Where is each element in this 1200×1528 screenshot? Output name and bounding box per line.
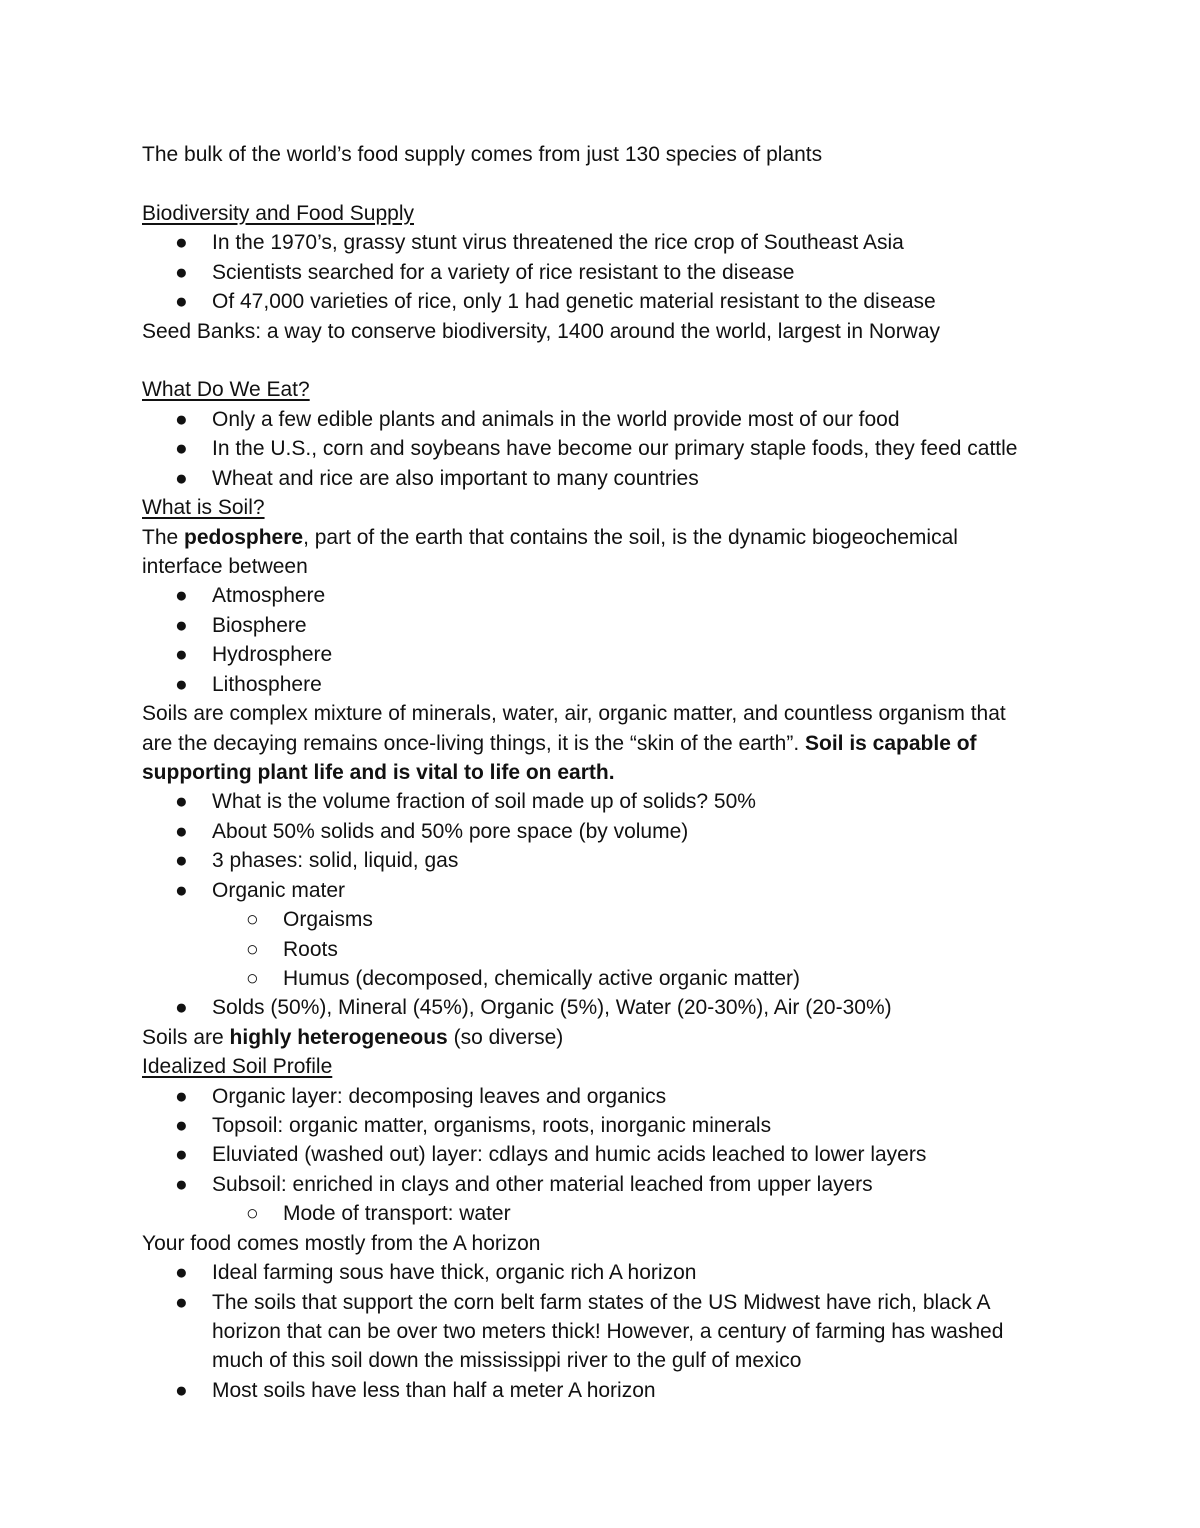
pedosphere-line: The pedosphere, part of the earth that contains the soil, is the dynamic biogeochemical	[142, 526, 958, 549]
food-line: Your food comes mostly from the A horizon	[142, 1232, 541, 1255]
bullet-icon: ●	[175, 261, 188, 284]
bullet-icon: ●	[175, 820, 188, 843]
circle-bullet-icon: ○	[246, 908, 259, 931]
heading-what-do-we-eat: What Do We Eat?	[142, 378, 310, 401]
circle-bullet-icon: ○	[246, 1202, 259, 1225]
bullet-icon: ●	[175, 437, 188, 460]
bullet-icon: ●	[175, 614, 188, 637]
bullet-icon: ●	[175, 408, 188, 431]
seed-banks-line: Seed Banks: a way to conserve biodiversity, 1400 around the world, largest in Norway	[142, 320, 941, 343]
bullet-icon: ●	[175, 584, 188, 607]
list-item-continuation: horizon that can be over two meters thick! However, a century of farming has washed	[212, 1320, 1004, 1343]
bullet-icon: ●	[175, 849, 188, 872]
heading-what-is-soil: What is Soil?	[142, 496, 265, 519]
bullet-icon: ●	[175, 1291, 188, 1314]
bullet-icon: ●	[175, 1114, 188, 1137]
bullet-icon: ●	[175, 1085, 188, 1108]
heterogeneous-line: Soils are highly heterogeneous (so diverse)	[142, 1026, 564, 1049]
soils-paragraph-line-3: supporting plant life and is vital to life on earth.	[142, 761, 615, 784]
circle-bullet-icon: ○	[246, 938, 259, 961]
pedosphere-line-2: interface between	[142, 555, 308, 578]
bullet-icon: ●	[175, 1173, 188, 1196]
bullet-icon: ●	[175, 1379, 188, 1402]
intro-line: The bulk of the world’s food supply comes from just 130 species of plants	[142, 143, 823, 166]
bullet-icon: ●	[175, 1261, 188, 1284]
bullet-icon: ●	[175, 643, 188, 666]
bullet-icon: ●	[175, 1143, 188, 1166]
bullet-icon: ●	[175, 996, 188, 1019]
bullet-icon: ●	[175, 673, 188, 696]
heading-biodiversity: Biodiversity and Food Supply	[142, 202, 414, 225]
soils-paragraph-line-2: are the decaying remains once-living things, it is the “skin of the earth”. Soil is capable of	[142, 732, 977, 755]
circle-bullet-icon: ○	[246, 967, 259, 990]
bullet-icon: ●	[175, 290, 188, 313]
heading-idealized-soil-profile: Idealized Soil Profile	[142, 1055, 333, 1078]
bullet-icon: ●	[175, 231, 188, 254]
bullet-icon: ●	[175, 790, 188, 813]
bullet-icon: ●	[175, 879, 188, 902]
bullet-icon: ●	[175, 467, 188, 490]
list-item-continuation: much of this soil down the mississippi river to the gulf of mexico	[212, 1349, 802, 1372]
soils-paragraph-line-1: Soils are complex mixture of minerals, water, air, organic matter, and countless organism that	[142, 702, 1006, 725]
document-page: The bulk of the world’s food supply comes from just 130 species of plants Biodiversity and Food Supply ● In the 1970’s, grassy stunt virus threatened the rice crop of Southeast Asia ● Scientists searched for a variety of rice resistant to the disease ● Of 47,000 varieties of rice, only 1 had genetic material resistant to the disease Seed Banks: a way to conserve biodiversity, 1400 around the world, largest in Norway What Do We Eat? ● Only a few edible plants and animals in the world provide most of our food ● In the U.S., corn and soybeans have become our primary staple foods, they feed cattle ● Wheat and rice are also important to many countries What is Soil? The pedosphere, part of the earth that contains the soil, is the dynamic biogeochemical interface between ● Atmosphere ● Biosphere ● Hydrosphere ● Lithosphere Soils are complex mixture of minerals, water, air, organic matter, and countless organism that are the decaying remains once-living things, it is the “skin of the earth”. Soil is capable of supporting plant life and is vital to life on earth. ● What is the volume fraction of soil made up of solids? 50% ● About 50% solids and 50% pore space (by volume) ● 3 phases: solid, liquid, gas ● Organic mater ○ Orgaisms ○ Roots ○ Humus (decomposed, chemically active organic matter) ● Solds (50%), Mineral (45%), Organic (5%), Water (20-30%), Air (20-30%) Soils are highly heterogeneous (so diverse) Idealized Soil Profile ● Organic layer: decomposing leaves and organics ● Topsoil: organic matter, organisms, roots, inorganic minerals ● Eluviated (washed out) layer: cdlays and humic acids leached to lower layers ● Subsoil: enriched in clays and other material leached from upper layers ○ Mode of transport: water Your food comes mostly from the A horizon ● Ideal farming sous have thick, organic rich A horizon ● The soils that support the corn belt farm states of the US Midwest have rich, black A horizon that can be over two meters thick! However, a century of farming has washed much of this soil down the mississippi river to the gulf of mexico ● Most soils have less than half a meter A horizon	[142, 143, 1018, 1402]
